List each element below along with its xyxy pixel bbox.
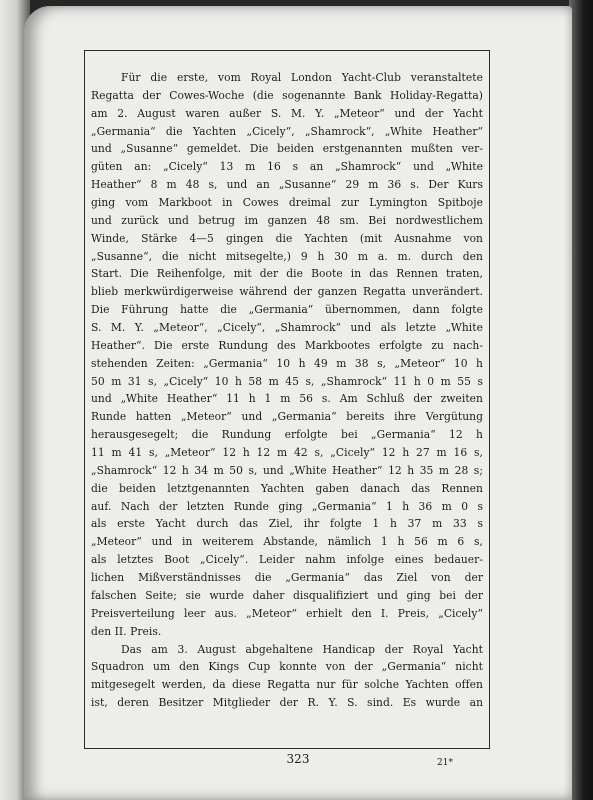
text-line: Die Führung hatte die „Germania“ übernommen, dann folgte [91, 303, 483, 317]
text-line: Squadron um den Kings Cup konnte von der „Germania“ nicht [91, 660, 483, 674]
text-line: falschen Seite; sie wurde daher disqualifiziert und ging bei der [91, 588, 483, 602]
text-line: mitgesegelt werden, da diese Regatta nur für solche Yachten offen [91, 678, 483, 692]
text-line: „Shamrock“ 12 h 34 m 50 s, und „White Heather“ 12 h 35 m 28 s; [91, 463, 483, 477]
text-line: 11 m 41 s, „Meteor“ 12 h 12 m 42 s, „Cicely“ 12 h 27 m 16 s, [91, 446, 483, 460]
text-line: Winde, Stärke 4—5 gingen die Yachten (mit Ausnahme von [91, 231, 483, 245]
text-line: „Meteor“ und in weiterem Abstande, nämlich 1 h 56 m 6 s, [91, 535, 483, 549]
text-line: Runde hatten „Meteor“ und „Germania“ bereits ihre Vergütung [91, 410, 483, 424]
book-page [24, 6, 572, 800]
text-line: ging vom Markboot in Cowes dreimal zur Lymington Spitboje [91, 196, 483, 210]
text-line: den II. Preis. [91, 624, 162, 638]
text-line: die beiden letztgenannten Yachten gaben danach das Rennen [91, 481, 483, 495]
text-line: stehenden Zeiten: „Germania“ 10 h 49 m 38 s, „Meteor“ 10 h [91, 356, 483, 370]
page-number: 323 [286, 752, 310, 766]
text-frame-border [84, 50, 490, 749]
paragraph-1 [91, 69, 483, 641]
paragraph-2 [91, 641, 483, 712]
text-line: Preisverteilung leer aus. „Meteor“ erhielt den I. Preis, „Cicely“ [91, 606, 483, 620]
text-line: lichen Mißverständnisses die „Germania“ das Ziel von der [91, 571, 483, 585]
text-line: auf. Nach der letzten Runde ging „Germania“ 1 h 36 m 0 s [91, 499, 483, 513]
text-line: Für die erste, vom Royal London Yacht-Club veranstaltete [121, 71, 483, 84]
text-line: Heather“. Die erste Rundung des Markbootes erfolgte zu nach- [91, 338, 483, 352]
text-line: als erste Yacht durch das Ziel, ihr folgte 1 h 37 m 33 s [91, 517, 483, 531]
body-text [91, 69, 483, 712]
text-line: blieb merkwürdigerweise während der ganzen Regatta unverändert. [91, 285, 483, 299]
text-line: Heather“ 8 m 48 s, und an „Susanne“ 29 m 36 s. Der Kurs [91, 178, 483, 192]
signature-mark: 21* [437, 758, 453, 768]
text-line: ist, deren Besitzer Mitglieder der R. Y. S. sind. Es wurde an [91, 696, 483, 710]
text-line: als letztes Boot „Cicely“. Leider nahm infolge eines bedauer- [91, 553, 483, 567]
text-line: herausgesegelt; die Rundung erfolgte bei „Germania“ 12 h [91, 428, 483, 442]
text-line: „Susanne“, die nicht mitsegelte,) 9 h 30 m a. m. durch den [91, 249, 483, 263]
book-binding-edge [569, 0, 593, 800]
text-line: am 2. August waren außer S. M. Y. „Meteor“ und der Yacht [91, 106, 483, 120]
text-line: Regatta der Cowes-Woche (die sogenannte Bank Holiday-Regatta) [91, 88, 483, 102]
text-line: und zurück und betrug im ganzen 48 sm. Bei nordwestlichem [91, 213, 483, 227]
text-line: und „White Heather“ 11 h 1 m 56 s. Am Schluß der zweiten [91, 392, 483, 406]
text-line: güten an: „Cicely“ 13 m 16 s an „Shamrock“ und „White [91, 160, 483, 174]
text-line: Das am 3. August abgehaltene Handicap der Royal Yacht [121, 642, 483, 656]
text-line: „Germania“ die Yachten „Cicely“, „Shamrock“, „White Heather“ [91, 124, 483, 138]
text-line: S. M. Y. „Meteor“, „Cicely“, „Shamrock“ und als letzte „White [91, 321, 483, 335]
text-line: und „Susanne“ gemeldet. Die beiden erstgenannten mußten ver- [91, 142, 483, 156]
text-line: 50 m 31 s, „Cicely“ 10 h 58 m 45 s, „Shamrock“ 11 h 0 m 55 s [91, 374, 483, 388]
text-line: Start. Die Reihenfolge, mit der die Boote in das Rennen traten, [91, 267, 483, 281]
